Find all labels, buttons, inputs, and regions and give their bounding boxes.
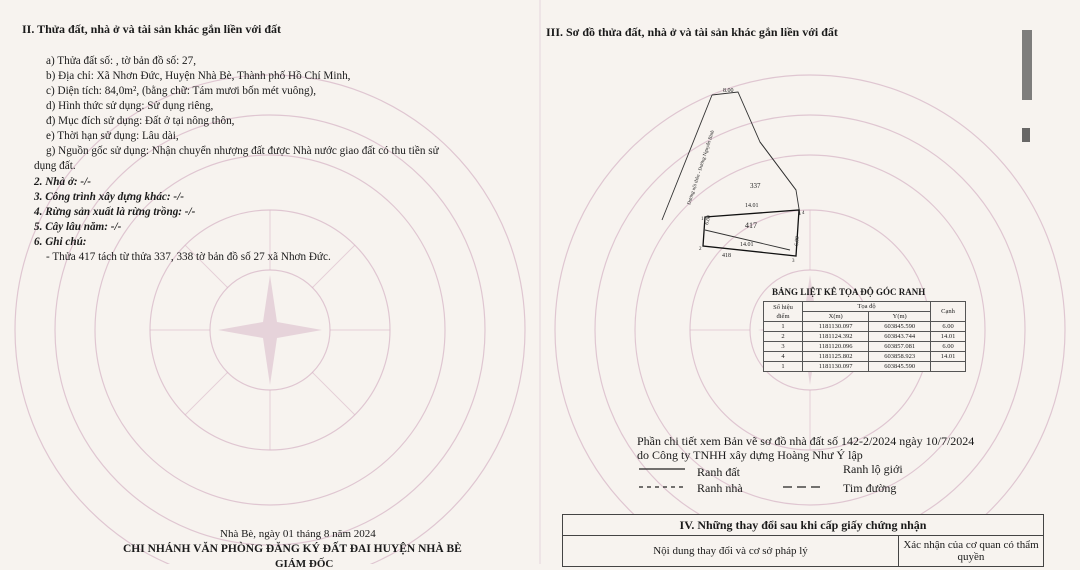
edge-top-label: 14.01 (745, 203, 759, 209)
house-item: 2. Nhà ở: -/- (34, 176, 91, 188)
y-cell: 603845.590 (869, 322, 931, 332)
x-cell: 1181120.096 (803, 342, 869, 352)
table-row (764, 342, 966, 352)
perennial-tree-item: 5. Cây lâu năm: -/- (34, 221, 122, 233)
y-cell: 603845.590 (869, 362, 931, 372)
construction-item: 3. Công trình xây dựng khác: -/- (34, 191, 184, 203)
signing-role: GIÁM ĐỐC (275, 558, 334, 570)
legend-ranh-lo-gioi: Ranh lộ giới (843, 462, 903, 476)
usage-origin-line-cont: dụng đất. (34, 160, 76, 172)
corner-1-label: 1 (701, 217, 704, 222)
x-cell: 1181130.097 (803, 362, 869, 372)
y-cell: 603858.923 (869, 352, 931, 362)
signing-agency: CHI NHÁNH VĂN PHÒNG ĐĂNG KÝ ĐẤT ĐAI HUYỆN NHÀ BÈ (123, 543, 462, 555)
table-row (764, 322, 966, 332)
road-name-label: Đường nội thôn - Đường Nguyễn Bình (687, 129, 716, 206)
usage-origin-line: g) Nguồn gốc sử dụng: Nhận chuyển nhượng đất được Nhà nước giao đất có thu tiền sử (46, 145, 439, 157)
legend-tim-duong: Tim đường (843, 481, 897, 495)
col-point-header: Số hiệu điểm (764, 302, 803, 322)
changes-content-header: Nội dung thay đổi và cơ sở pháp lý (563, 536, 899, 566)
col-x-header: X(m) (803, 312, 869, 322)
usage-purpose-line: đ) Mục đích sử dụng: Đất ở tại nông thôn, (46, 115, 235, 127)
point-cell: 3 (764, 342, 803, 352)
coord-table (763, 301, 966, 372)
drawing-reference-note: Phần chi tiết xem Bản vẽ sơ đồ nhà đất số 142-2/2024 ngày 10/7/2024 (637, 434, 975, 448)
edge-right-label: 6.00 (794, 236, 801, 247)
edge-cell: 14.01 (931, 352, 966, 362)
notes-text: - Thửa 417 tách từ thửa 337, 338 tờ bản đồ số 27 xã Nhơn Đức. (46, 251, 331, 263)
col-y-header: Y(m) (869, 312, 931, 322)
edge-cell: 14.01 (931, 332, 966, 342)
legend-ranh-dat: Ranh đất (697, 465, 740, 479)
point-cell: 2 (764, 332, 803, 342)
x-cell: 1181124.392 (803, 332, 869, 342)
table-row (764, 332, 966, 342)
drawing-author-note: do Công ty TNHH xây dựng Hoàng Như Ý lập (637, 448, 863, 462)
notes-item: 6. Ghi chú: (34, 236, 87, 248)
legend-ranh-nha: Ranh nhà (697, 481, 743, 495)
usage-term-line: e) Thời hạn sử dụng: Lâu dài, (46, 130, 179, 142)
parcel-number-line: a) Thửa đất số: , tờ bản đồ số: 27, (46, 55, 197, 67)
y-cell: 603843.744 (869, 332, 931, 342)
lot-337-boundary (760, 142, 800, 215)
changes-table (562, 514, 1044, 567)
edge-left-label: 6.00 (704, 214, 713, 226)
edge-cell (931, 362, 966, 372)
address-line: b) Địa chỉ: Xã Nhơn Đức, Huyện Nhà Bè, Thành phố Hồ Chí Minh, (46, 70, 351, 82)
road-edge-right (712, 92, 796, 190)
forest-item: 4. Rừng sản xuất là rừng trồng: -/- (34, 206, 196, 218)
edge-bottom-label: 14.01 (740, 242, 754, 248)
corner-3-label: 3 (792, 259, 795, 264)
coord-table-title: BẢNG LIỆT KÊ TỌA ĐỘ GÓC RANH (772, 287, 926, 297)
changes-table-title: IV. Những thay đổi sau khi cấp giấy chứng nhận (563, 515, 1043, 536)
usage-form-line: d) Hình thức sử dụng: Sử dụng riêng, (46, 100, 214, 112)
x-cell: 1181125.802 (803, 352, 869, 362)
y-cell: 603857.081 (869, 342, 931, 352)
changes-confirm-header: Xác nhận của cơ quan có thẩm quyền (903, 539, 1039, 563)
point-cell: 4 (764, 352, 803, 362)
section-ii-title: II. Thửa đất, nhà ở và tài sản khác gắn liền với đất (22, 22, 282, 36)
parcel-418-label: 418 (722, 253, 731, 259)
col-edge-header: Cạnh (931, 302, 966, 322)
signature-date: Nhà Bè, ngày 01 tháng 8 năm 2024 (220, 528, 376, 540)
point-cell: 1 (764, 362, 803, 372)
parcel-sketch (650, 80, 820, 265)
road-width-label: 8.00 (723, 88, 734, 94)
corner-4-label: 4 (802, 211, 805, 216)
point-cell: 1 (764, 322, 803, 332)
parcel-337-label: 337 (750, 182, 761, 190)
area-line: c) Diện tích: 84,0m², (bằng chữ: Tám mươi bốn mét vuông), (46, 85, 317, 97)
section-iii-title: III. Sơ đồ thửa đất, nhà ở và tài sản khác gắn liền với đất (546, 25, 838, 39)
col-coord-header: Tọa độ (803, 302, 931, 312)
table-row (764, 362, 966, 372)
edge-cell: 6.00 (931, 322, 966, 332)
edge-cell: 6.00 (931, 342, 966, 352)
table-row (764, 352, 966, 362)
parcel-417-label: 417 (745, 221, 757, 230)
corner-2-label: 2 (699, 247, 702, 252)
x-cell: 1181130.097 (803, 322, 869, 332)
